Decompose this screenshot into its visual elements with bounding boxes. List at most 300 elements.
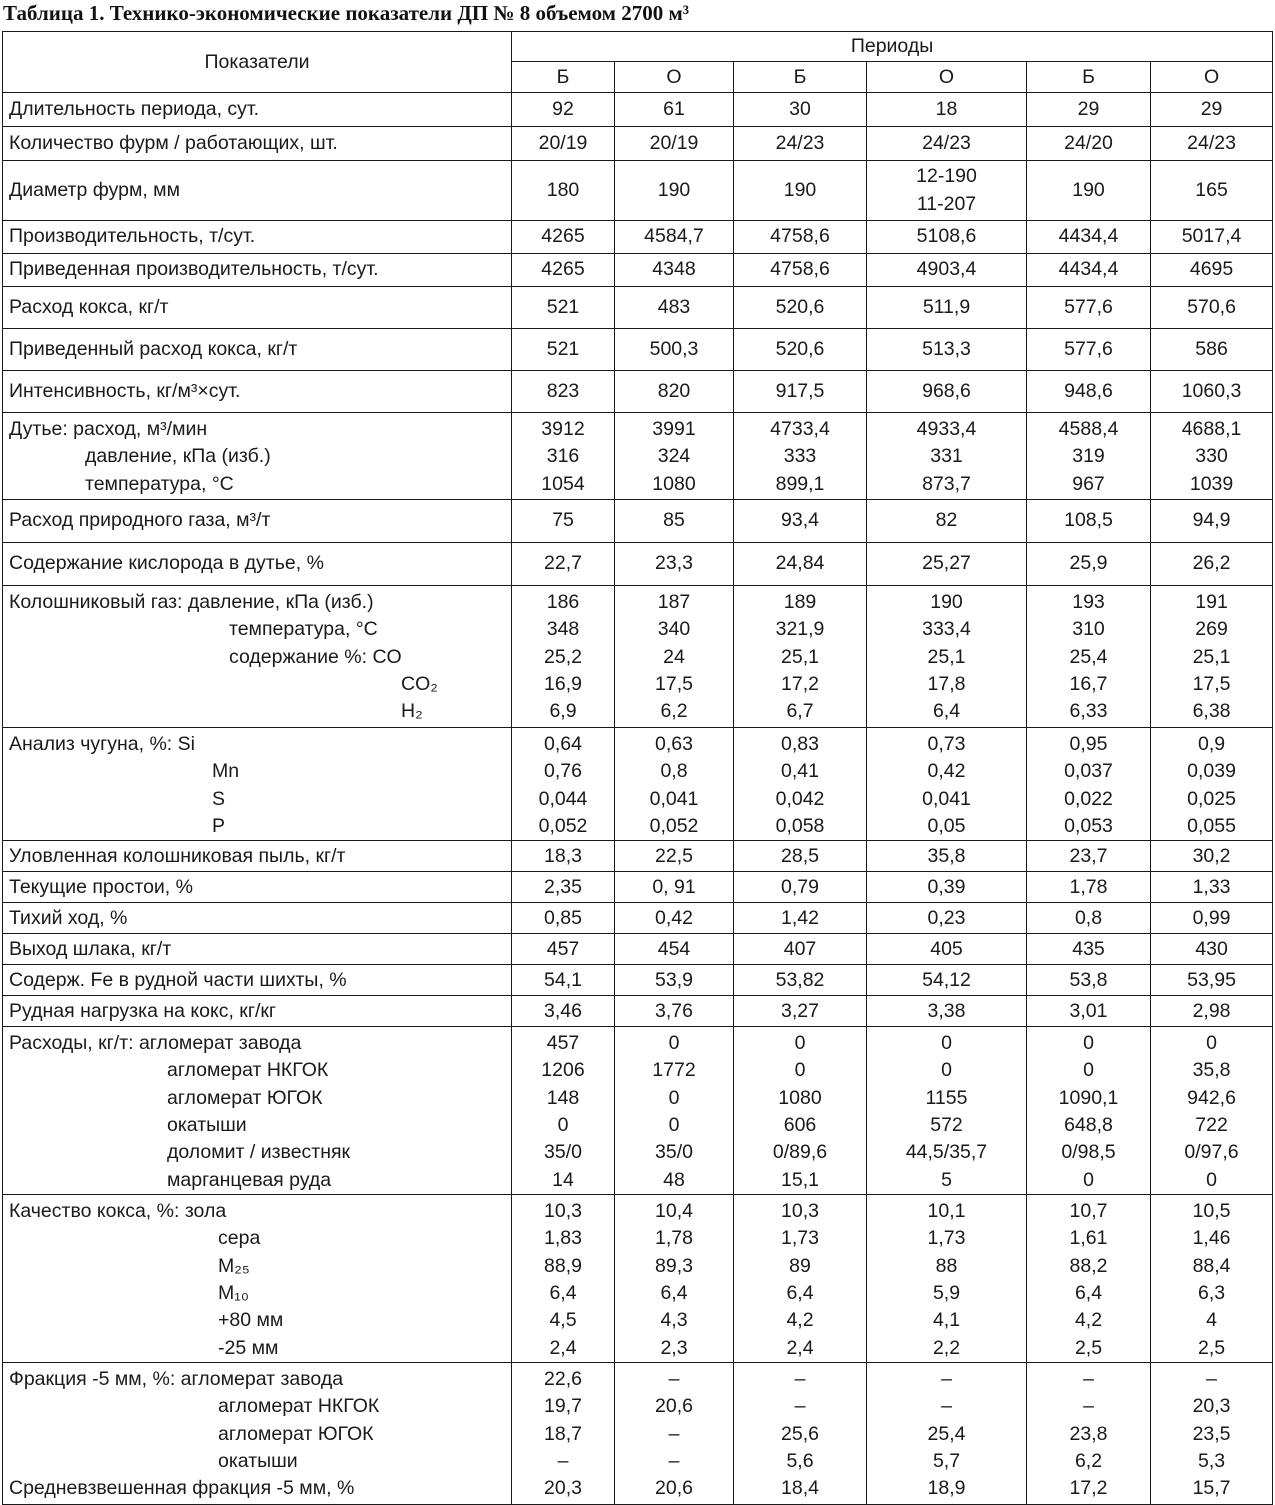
value-cell xyxy=(1027,93,1151,127)
value-cell xyxy=(1027,161,1151,221)
value-line: 10,3 xyxy=(544,1200,582,1223)
value-line: 0,64 xyxy=(544,733,582,755)
value-line: 1,83 xyxy=(544,1227,582,1250)
value-line: 4933,4 xyxy=(916,418,977,440)
row-label-line: M₂₅ xyxy=(218,1254,250,1277)
value-line: 333,4 xyxy=(922,618,971,641)
value-line: 190 xyxy=(783,178,817,201)
value-cell xyxy=(1027,872,1151,903)
value-line: 0,8 xyxy=(660,760,688,783)
value-line: 0,052 xyxy=(649,814,699,837)
table-row xyxy=(3,329,1273,371)
value-line: 54,1 xyxy=(544,968,582,991)
value-line: 0,8 xyxy=(1074,906,1103,929)
value-line: 88,9 xyxy=(544,1254,582,1277)
value-line: 520,6 xyxy=(775,295,825,318)
value-line: 917,5 xyxy=(775,379,825,402)
value-cell xyxy=(867,371,1027,413)
value-cell xyxy=(512,841,615,872)
value-cell xyxy=(867,872,1027,903)
value-line: 20,6 xyxy=(655,1477,693,1500)
value-cell xyxy=(615,543,734,586)
value-line: 19,7 xyxy=(544,1395,582,1418)
value-cell xyxy=(615,996,734,1027)
value-line: 3,38 xyxy=(927,999,966,1022)
value-line: 6,9 xyxy=(549,700,577,723)
value-cell xyxy=(1027,728,1151,841)
value-line: 25,4 xyxy=(927,1422,966,1445)
value-line: 4,1 xyxy=(932,1309,961,1332)
value-line: 0,41 xyxy=(781,760,819,783)
value-line: 10,5 xyxy=(1192,1200,1231,1223)
value-line: 11-207 xyxy=(916,192,977,215)
value-line: 500,3 xyxy=(649,337,699,360)
value-line: 1080 xyxy=(652,472,696,495)
value-line: 89,3 xyxy=(655,1254,693,1277)
value-line: 22,7 xyxy=(544,552,582,575)
value-line: 28,5 xyxy=(781,844,819,867)
value-cell xyxy=(1151,127,1273,161)
row-label-line: окатыши xyxy=(218,1450,298,1473)
value-line: – xyxy=(1206,1368,1217,1391)
value-line: 0,044 xyxy=(538,787,588,810)
row-label xyxy=(3,903,512,934)
value-line: 25,1 xyxy=(927,645,966,668)
value-line: 0 xyxy=(668,1086,680,1109)
row-label-line: температура, °C xyxy=(85,472,234,495)
value-line: 4434,4 xyxy=(1058,225,1119,248)
value-cell xyxy=(734,254,867,287)
value-line: 521 xyxy=(546,337,580,360)
header-indicators: Показатели xyxy=(3,32,512,93)
value-line: 30,2 xyxy=(1192,844,1231,867)
value-cell xyxy=(867,254,1027,287)
table-row xyxy=(3,413,1273,500)
value-line: 24 xyxy=(663,645,685,668)
value-line: 6,3 xyxy=(1197,1282,1226,1305)
value-line: 1080 xyxy=(778,1086,822,1109)
value-line: 0 xyxy=(1206,1168,1217,1191)
value-line: 1,46 xyxy=(1192,1227,1231,1250)
value-cell xyxy=(734,287,867,329)
value-line: 20/19 xyxy=(538,131,588,154)
row-label xyxy=(3,329,512,371)
value-cell xyxy=(1027,287,1151,329)
value-line: 4588,4 xyxy=(1058,418,1119,440)
period-header: Б xyxy=(734,62,867,93)
value-line: 92 xyxy=(552,97,574,120)
value-line: 2,5 xyxy=(1074,1336,1103,1359)
value-cell xyxy=(1027,1027,1151,1195)
value-cell xyxy=(1151,93,1273,127)
row-label-line: Количество фурм / работающих, шт. xyxy=(9,131,338,154)
value-line: 17,5 xyxy=(1192,672,1231,695)
value-cell xyxy=(867,841,1027,872)
value-line: 6,4 xyxy=(660,1282,688,1305)
value-line: 54,12 xyxy=(922,968,971,991)
value-line: 22,5 xyxy=(655,844,693,867)
value-line: 3,46 xyxy=(544,999,582,1022)
value-line: 513,3 xyxy=(922,337,971,360)
value-line: 20,3 xyxy=(544,1477,582,1500)
value-line: 0,9 xyxy=(1197,733,1226,755)
row-label xyxy=(3,872,512,903)
value-cell xyxy=(867,1027,1027,1195)
value-line: 0,042 xyxy=(775,787,825,810)
value-line: 5,6 xyxy=(786,1450,814,1473)
value-cell xyxy=(512,161,615,221)
value-line: 4758,6 xyxy=(770,225,830,248)
value-line: 88 xyxy=(935,1254,958,1277)
value-cell xyxy=(1151,996,1273,1027)
table-row xyxy=(3,127,1273,161)
period-header: Б xyxy=(1027,62,1151,93)
value-line: 23,5 xyxy=(1192,1422,1231,1445)
table-row xyxy=(3,1363,1273,1505)
value-cell xyxy=(867,934,1027,965)
value-line: 2,2 xyxy=(932,1336,961,1359)
value-line: 5 xyxy=(941,1168,952,1191)
value-line: 577,6 xyxy=(1064,295,1113,318)
value-line: 18 xyxy=(935,97,958,120)
period-header: О xyxy=(1151,62,1273,93)
table-row xyxy=(3,903,1273,934)
value-line: 0,037 xyxy=(1064,760,1113,783)
value-line: 88,4 xyxy=(1192,1254,1231,1277)
value-cell xyxy=(1151,254,1273,287)
value-line: 3912 xyxy=(541,418,585,440)
value-line: 1772 xyxy=(652,1059,696,1082)
row-label-line: CO₂ xyxy=(401,672,438,695)
value-cell xyxy=(1027,903,1151,934)
table-row xyxy=(3,1027,1273,1195)
row-label xyxy=(3,934,512,965)
value-line: 148 xyxy=(546,1086,580,1109)
value-cell xyxy=(512,329,615,371)
value-line: 0/97,6 xyxy=(1184,1141,1239,1164)
row-label-line: -25 мм xyxy=(218,1336,279,1359)
value-line: 48 xyxy=(663,1168,685,1191)
table-row xyxy=(3,161,1273,221)
value-cell xyxy=(512,872,615,903)
table-row xyxy=(3,728,1273,841)
value-cell xyxy=(867,543,1027,586)
table-row xyxy=(3,996,1273,1027)
value-line: 6,2 xyxy=(660,700,688,723)
value-line: 0,79 xyxy=(781,875,819,898)
value-cell xyxy=(734,221,867,254)
value-cell xyxy=(512,221,615,254)
value-line: 648,8 xyxy=(1064,1114,1113,1137)
value-cell xyxy=(615,127,734,161)
table-row xyxy=(3,254,1273,287)
row-label xyxy=(3,728,512,841)
table-row xyxy=(3,543,1273,586)
row-label xyxy=(3,413,512,500)
value-line: 1,33 xyxy=(1192,875,1231,898)
value-cell xyxy=(1151,500,1273,543)
row-label-line: Уловленная колошниковая пыль, кг/т xyxy=(9,844,346,867)
value-line: 5,7 xyxy=(932,1450,961,1473)
row-label-line: H₂ xyxy=(401,700,423,723)
row-label-line: Рудная нагрузка на кокс, кг/кг xyxy=(9,999,277,1022)
value-cell xyxy=(615,586,734,728)
value-line: 0,42 xyxy=(927,760,966,783)
value-cell xyxy=(615,287,734,329)
value-cell xyxy=(1151,1363,1273,1505)
value-cell xyxy=(615,371,734,413)
value-line: 26,2 xyxy=(1192,552,1231,575)
value-cell xyxy=(734,127,867,161)
value-line: 20,3 xyxy=(1192,1395,1231,1418)
value-line: 10,7 xyxy=(1069,1200,1108,1223)
value-line: 61 xyxy=(663,97,685,120)
row-label-line: Длительность периода, сут. xyxy=(9,97,260,120)
table-row xyxy=(3,221,1273,254)
value-cell xyxy=(1027,996,1151,1027)
row-label-line: Диаметр фурм, мм xyxy=(9,178,180,201)
value-cell xyxy=(512,1363,615,1505)
value-line: 85 xyxy=(663,509,685,532)
value-line: 3,27 xyxy=(781,999,819,1022)
value-line: 3,76 xyxy=(655,999,693,1022)
value-line: 189 xyxy=(783,591,817,613)
value-line: 6,4 xyxy=(786,1282,814,1305)
value-line: 24,84 xyxy=(775,552,825,575)
value-line: 4,2 xyxy=(1074,1309,1103,1332)
value-line: 25,6 xyxy=(781,1422,819,1445)
value-line: 948,6 xyxy=(1064,379,1113,402)
value-line: 44,5/35,7 xyxy=(905,1141,988,1164)
value-line: 16,7 xyxy=(1069,672,1108,695)
value-cell xyxy=(512,287,615,329)
value-cell xyxy=(1151,371,1273,413)
value-line: 5,9 xyxy=(932,1282,961,1305)
row-label-line: агломерат НКГОК xyxy=(218,1395,380,1418)
value-line: 321,9 xyxy=(775,618,825,641)
value-line: – xyxy=(668,1422,680,1445)
value-line: 0,05 xyxy=(927,814,966,837)
value-cell xyxy=(867,996,1027,1027)
value-line: 873,7 xyxy=(922,472,971,495)
value-line: – xyxy=(668,1368,680,1391)
value-cell xyxy=(867,413,1027,500)
value-cell xyxy=(615,841,734,872)
row-label-line: Колошниковый газ: давление, кПа (изб.) xyxy=(9,591,374,613)
value-line: 0 xyxy=(668,1114,680,1137)
value-line: 0 xyxy=(668,1032,680,1055)
value-line: 457 xyxy=(546,1032,580,1055)
value-line: 3991 xyxy=(652,418,696,440)
indicators-table xyxy=(2,31,1273,1505)
value-line: 4348 xyxy=(652,258,696,281)
value-cell xyxy=(734,1195,867,1363)
value-cell xyxy=(867,221,1027,254)
value-line: 348 xyxy=(546,618,580,641)
value-cell xyxy=(734,543,867,586)
value-line: 310 xyxy=(1072,618,1105,641)
value-line: 18,7 xyxy=(544,1422,582,1445)
row-label-line: Расход природного газа, м³/т xyxy=(9,509,271,532)
row-label-line: Тихий ход, % xyxy=(9,906,128,929)
value-cell xyxy=(1151,287,1273,329)
value-line: 24/20 xyxy=(1064,131,1113,154)
value-cell xyxy=(1151,329,1273,371)
value-line: 17,2 xyxy=(781,672,819,695)
value-line: 24/23 xyxy=(1187,131,1236,154)
row-label xyxy=(3,287,512,329)
value-line: 823 xyxy=(546,379,580,402)
value-line: 1039 xyxy=(1189,472,1234,495)
value-cell xyxy=(734,934,867,965)
value-cell xyxy=(615,728,734,841)
value-cell xyxy=(867,93,1027,127)
value-cell xyxy=(615,934,734,965)
value-line: 1,73 xyxy=(781,1227,819,1250)
value-line: 0 xyxy=(794,1032,806,1055)
value-line: 4695 xyxy=(1189,258,1234,281)
value-cell xyxy=(615,329,734,371)
value-line: 333 xyxy=(783,445,817,468)
value-line: 0, 91 xyxy=(652,875,696,898)
value-line: 18,3 xyxy=(544,844,582,867)
value-cell xyxy=(512,500,615,543)
value-cell xyxy=(734,1027,867,1195)
table-title: Таблица 1. Технико-экономические показатели ДП № 8 объемом 2700 м³ xyxy=(3,1,690,25)
value-line: 190 xyxy=(657,178,691,201)
value-line: 35/0 xyxy=(544,1141,582,1164)
row-label-line: Средневзвешенная фракция -5 мм, % xyxy=(9,1477,355,1500)
value-line: 2,4 xyxy=(786,1336,814,1359)
value-line: 2,98 xyxy=(1192,999,1231,1022)
value-cell xyxy=(867,127,1027,161)
value-line: 454 xyxy=(657,937,691,960)
value-line: 6,4 xyxy=(1074,1282,1103,1305)
value-line: 190 xyxy=(1072,178,1105,201)
value-line: 1,73 xyxy=(927,1227,966,1250)
value-line: 4903,4 xyxy=(916,258,977,281)
row-label-line: Анализ чугуна, %: Si xyxy=(9,733,195,755)
value-cell xyxy=(734,161,867,221)
value-line: – xyxy=(1083,1368,1094,1391)
row-label-line: Приведенная производительность, т/сут. xyxy=(9,258,379,281)
row-label xyxy=(3,1195,512,1363)
value-line: 0 xyxy=(1206,1032,1217,1055)
value-cell xyxy=(512,127,615,161)
value-line: 190 xyxy=(930,591,963,613)
value-line: 572 xyxy=(930,1114,963,1137)
value-cell xyxy=(1151,586,1273,728)
value-line: 1,78 xyxy=(655,1227,693,1250)
row-label-line: давление, кПа (изб.) xyxy=(85,445,271,468)
value-line: 1054 xyxy=(541,472,585,495)
value-cell xyxy=(615,1363,734,1505)
value-cell xyxy=(615,965,734,996)
value-cell xyxy=(1151,934,1273,965)
value-line: 316 xyxy=(546,445,580,468)
value-cell xyxy=(867,728,1027,841)
value-cell xyxy=(1151,543,1273,586)
value-cell xyxy=(1027,841,1151,872)
value-cell xyxy=(512,1195,615,1363)
value-cell xyxy=(615,161,734,221)
value-cell xyxy=(734,903,867,934)
value-line: – xyxy=(557,1450,569,1473)
value-line: 165 xyxy=(1195,178,1228,201)
value-line: 53,8 xyxy=(1069,968,1108,991)
value-line: 12-190 xyxy=(916,165,977,188)
value-line: 577,6 xyxy=(1064,337,1113,360)
value-cell xyxy=(867,500,1027,543)
row-label-line: Производительность, т/сут. xyxy=(9,225,256,248)
row-label-line: Содерж. Fe в рудной части шихты, % xyxy=(9,968,347,991)
value-cell xyxy=(512,996,615,1027)
value-cell xyxy=(867,287,1027,329)
value-line: 6,33 xyxy=(1069,700,1108,723)
value-line: 331 xyxy=(930,445,963,468)
value-line: 1060,3 xyxy=(1181,379,1242,402)
value-cell xyxy=(1151,1195,1273,1363)
table-row xyxy=(3,1195,1273,1363)
value-line: 6,4 xyxy=(932,700,961,723)
row-label xyxy=(3,254,512,287)
value-line: 53,82 xyxy=(775,968,825,991)
value-cell xyxy=(615,254,734,287)
value-cell xyxy=(734,872,867,903)
value-cell xyxy=(512,543,615,586)
value-line: 23,8 xyxy=(1069,1422,1108,1445)
period-header: О xyxy=(867,62,1027,93)
value-line: 25,27 xyxy=(922,552,971,575)
value-line: 0,42 xyxy=(655,906,693,929)
value-cell xyxy=(615,872,734,903)
value-line: 17,8 xyxy=(927,672,966,695)
value-line: 0,83 xyxy=(781,733,819,755)
value-line: 53,9 xyxy=(655,968,693,991)
value-cell xyxy=(1027,329,1151,371)
value-line: 20/19 xyxy=(649,131,699,154)
value-line: 521 xyxy=(546,295,580,318)
value-cell xyxy=(734,728,867,841)
value-line: 24/23 xyxy=(775,131,825,154)
value-line: 2,35 xyxy=(544,875,582,898)
value-line: 4584,7 xyxy=(644,225,704,248)
value-cell xyxy=(615,221,734,254)
row-label-line: температура, °C xyxy=(229,618,378,641)
value-line: 23,3 xyxy=(655,552,693,575)
value-cell xyxy=(615,500,734,543)
row-label-line: содержание %: CO xyxy=(229,645,402,668)
value-line: 25,9 xyxy=(1069,552,1108,575)
value-cell xyxy=(1151,872,1273,903)
row-label-line: Дутье: расход, м³/мин xyxy=(9,418,208,440)
table-row xyxy=(3,371,1273,413)
table-row xyxy=(3,841,1273,872)
value-cell xyxy=(1027,254,1151,287)
value-cell xyxy=(512,254,615,287)
row-label xyxy=(3,127,512,161)
value-line: 17,5 xyxy=(655,672,693,695)
value-line: 10,1 xyxy=(927,1200,966,1223)
value-line: 25,4 xyxy=(1069,645,1108,668)
row-label-line: марганцевая руда xyxy=(167,1168,332,1191)
value-line: – xyxy=(1083,1395,1094,1418)
value-line: 29 xyxy=(1077,97,1100,120)
value-line: 942,6 xyxy=(1187,1086,1236,1109)
value-cell xyxy=(512,93,615,127)
value-line: – xyxy=(668,1450,680,1473)
value-line: 3,01 xyxy=(1069,999,1108,1022)
